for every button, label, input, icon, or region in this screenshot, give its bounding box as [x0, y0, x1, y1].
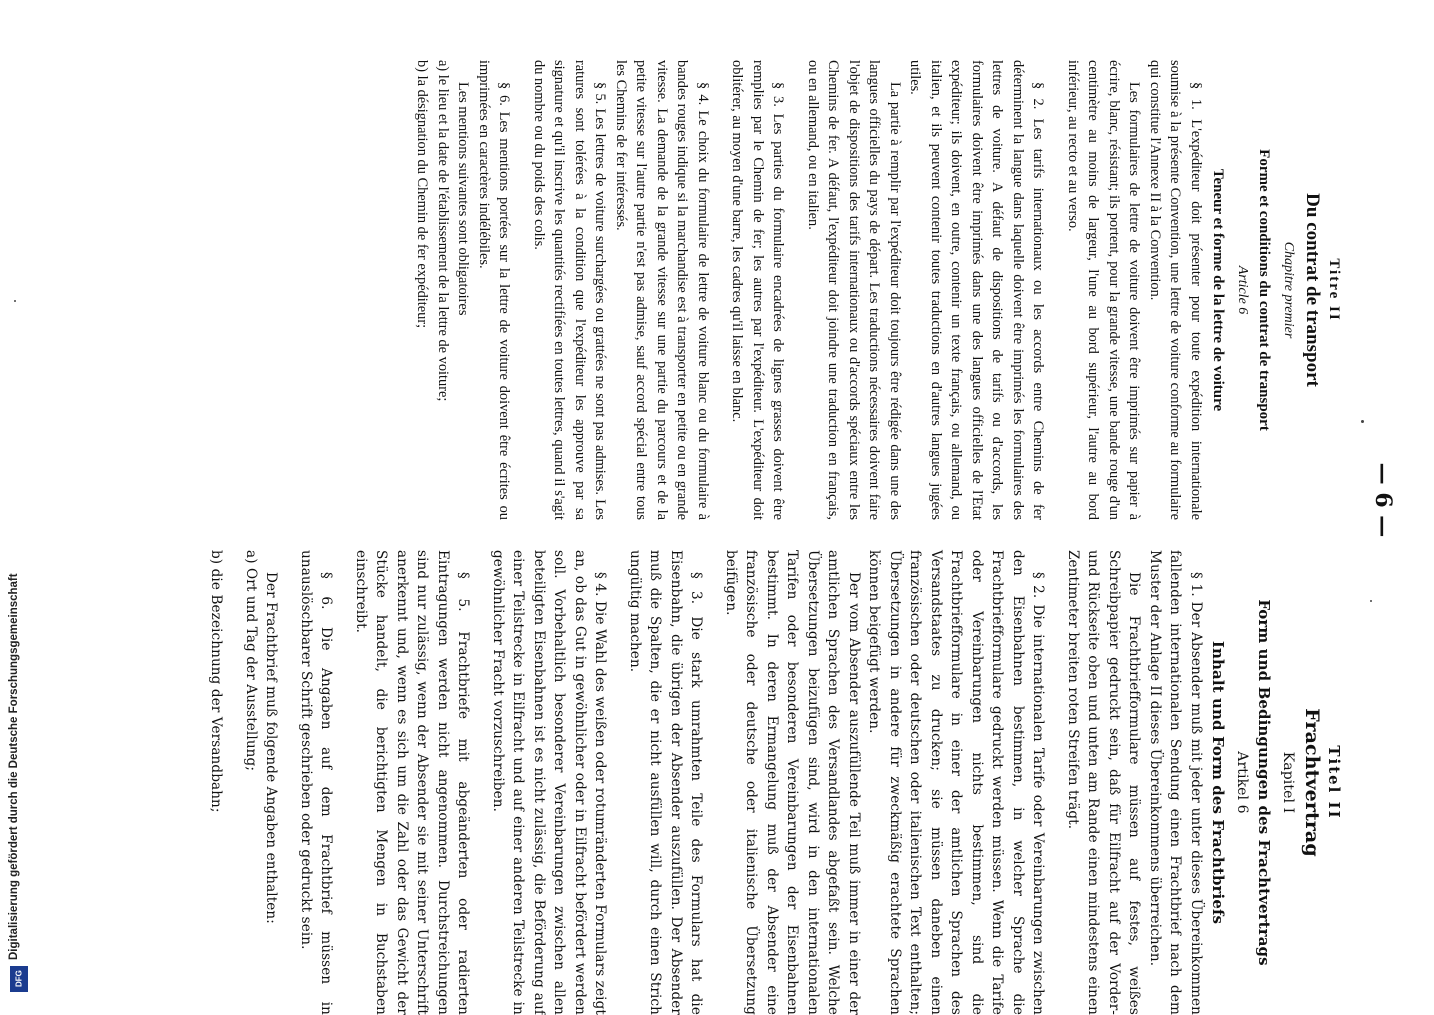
french-list-item: a) le lieu et la date de l'établissement de la lettre de voiture; — [435, 60, 451, 402]
german-paragraph: Die Frachtbriefformulare müssen auf festes, weißes Schreibpapier gedruckt sein, daß für Eilfracht auf der Vorder- und Rückseite oben und unten am Rande einen mindestens einen Zentimeter breiten roten Streifen trägt. — [1065, 550, 1143, 1015]
german-paragraph: § 2. Die internationalen Tarife oder Vereinbarungen zwischen den Eisenbahnen bestimmen, in welcher Sprache die Frachtbriefformulare gedruckt werden müssen. Wenn die Tarife oder Vereinbarungen nichts bestimmen, sind die Frachtbriefformulare in einer der amtlichen Sprachen des Versandstaates zu drucken; sie müssen daneben einen französischen oder deutschen oder italienischen Text enthalten; Übersetzungen in andere für zweckmäßig erachtete Sprachen können beigefügt werden. — [866, 550, 1047, 1015]
german-section-title: Inhalt und Form des Frachtbriefs — [1209, 640, 1228, 925]
french-paragraph: Les mentions suivantes sont obligatoires — [455, 82, 472, 316]
french-paragraph: § 4. Le choix du formulaire de lettre de voiture blanc ou du formulaire à bandes rouges indique si la marchandise est à transporter en petite ou en grande vitesse. La demande de la grande vitesse sur une partie du parcours et de la petite vitesse sur l'autre partie n'est pas admise, sauf accord spécial entre tous les Chemins de fer intéressés. — [613, 60, 711, 520]
german-subheading: Form und Bedingungen des Frachtvertrags — [1255, 599, 1274, 966]
french-paragraph: § 2. Les tarifs internationaux ou les accords entre Chemins de fer déterminent la langue dans laquelle doivent être imprimés les formulaires des lettres de voiture. A défaut de dispositions de tarifs ou d'accords, les formulaires doivent être imprimés dans une des langues officielles de l'Etat expéditeur; ils doivent, en outre, contenir un texte français, ou allemand, ou italien, et ils peuvent contenir toutes traductions en d'autres langues jugées utiles. — [907, 60, 1047, 520]
german-paragraph: § 6. Die Angaben auf dem Frachtbrief müssen in unauslöschbarer Schrift geschrieben oder gedruckt sein. — [298, 550, 335, 1015]
digitization-credit — [6, 0, 26, 1000]
german-paragraph: § 1. Der Absender muß mit jeder unter dieses Übereinkommen fallenden internationalen Sendung einen Frachtbrief nach dem Muster der Anlage II dieses Übereinkommens überreichen. — [1147, 550, 1204, 1015]
french-paragraph: § 3. Les parties du formulaire encadrées de lignes grasses doivent être remplies par le Chemin de fer; les autres par l'expéditeur. L'expéditeur doit oblitérer, au moyen d'une barre, les cadres qu'il laisse en blanc. — [729, 60, 787, 520]
french-paragraph: Les formulaires de lettre de voiture doivent être imprimés sur papier à écrire, blanc, résistant; ils portent, pour la grande vitesse, une bande rouge d'un centimètre au moins de largeur, l'une au bord supérieur, l'autre au bord inférieur, au recto et au verso. — [1065, 60, 1143, 520]
german-heading: Frachtvertrag — [1301, 708, 1324, 857]
french-article: Article 6 — [1235, 265, 1250, 315]
german-paragraph: Der Frachtbrief muß folgende Angaben enthalten: — [263, 572, 280, 924]
german-paragraph: Der vom Absender auszufüllende Teil muß immer in einer der amtlichen Sprachen des Versandlandes abgefaßt sein. Welche Übersetzungen beizufügen sind, wird in den internationalen Tarifen oder besonderen Vereinbarungen der Eisenbahnen bestimmt. In deren Ermangelung muß der Absender eine französische oder deutsche oder italienische Übersetzung beifügen. — [723, 550, 862, 1015]
credit-text: Digitalisierung gefördert durch die Deutsche Forschungsgemeinschaft — [8, 573, 20, 960]
german-column — [206, 550, 1344, 1015]
german-paragraph: § 5. Frachtbriefe mit abgeänderten oder radierten Eintragungen werden nicht angenommen. Durchstreichungen sind nur zulässig, wenn der Absender sie mit seiner Unterschrift anerkennt und, wenn es sich um die Zahl oder das Gewicht der Stücke handelt, die berichtigten Mengen in Buchstaben einschreibt. — [353, 550, 472, 1015]
french-section-title: Teneur et forme de la lettre de voiture — [1210, 168, 1227, 412]
dfg-logo: DFG — [10, 966, 28, 992]
german-paragraph: § 4. Die Wahl des weißen oder rotumränderten Formulars zeigt an, ob das Gut in gewöhnlicher oder in Eilfracht befördert werden soll. Vorbehaltlich besonderer Vereinbarungen zwischen allen beteiligten Eisenbahnen ist es nicht zulässig, die Beförderung auf einer Teilstrecke in Eilfracht und auf einer anderen Teilstrecke in gewöhnlicher Fracht vorzuschreiben. — [490, 550, 609, 1015]
french-heading: Du contrat de transport — [1302, 193, 1324, 387]
german-list-item: a) Ort und Tag der Ausstellung; — [243, 550, 259, 772]
scan-speck — [1361, 420, 1364, 423]
french-column — [412, 60, 1344, 520]
scan-speck — [1370, 600, 1372, 602]
french-list-item: b) la désignation du Chemin de fer expéditeur; — [414, 60, 431, 329]
french-paragraph: § 6. Les mentions portées sur la lettre de voiture doivent être écrites ou imprimées en caractères indélébiles. — [476, 60, 513, 520]
french-paragraph: § 1. L'expéditeur doit présenter pour toute expédition internationale soumise à la présente Convention, une lettre de voiture conforme au formulaire qui constitue l'Annexe II à la Convention. — [1147, 60, 1204, 520]
french-chapter: Chapitre premier — [1281, 241, 1296, 339]
french-paragraph: § 5. Les lettres de voiture surchargées ou grattées ne sont pas admises. Les ratures sont tolérées à la condition que l'expéditeur les approuve par sa signature et qu'il inscrive les quantités rectifiées en toutes lettres, quand il s'agit du nombre ou du poids des colis. — [531, 60, 609, 520]
french-paragraph: La partie à remplir par l'expéditeur doit toujours être rédigée dans une des langues officielles du pays de départ. Les traductions nécessaires doivent faire l'objet de dispositions des tarifs internationaux ou d'accords spéciaux entre les Chemins de fer. A défaut, l'expéditeur doit joindre une traduction en français, ou en allemand, ou en italien. — [805, 60, 903, 520]
german-chapter: Kapitel I — [1280, 751, 1296, 814]
german-paragraph: § 3. Die stark umrahmten Teile des Formulars hat die Eisenbahn, die übrigen der Absender auszufüllen. Der Absender muß die Spalten, die er nicht ausfüllen will, durch einen Strich ungültig machen. — [627, 550, 705, 1015]
german-article: Artikel 6 — [1234, 751, 1250, 814]
french-title: Titre II — [1326, 258, 1342, 322]
page-number: — 6 — — [1370, 462, 1396, 538]
german-list-item: b) die Bezeichnung der Versandbahn; — [208, 550, 225, 813]
french-subheading: Forme et conditions du contrat de transport — [1256, 149, 1273, 431]
german-title: Titel II — [1325, 745, 1343, 820]
